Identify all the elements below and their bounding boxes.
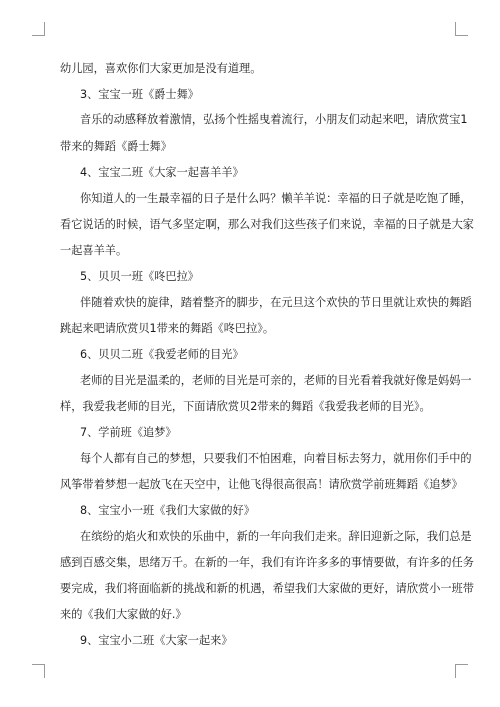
section-heading: 8、宝宝小一班《我们大家做的好》 [80,504,255,517]
paragraph-line: 伴随着欢快的旋律，踏着整齐的脚步，在元旦这个欢快的节日里就让欢快的舞蹈 [80,296,472,309]
paragraph-line: 音乐的动感释放着激情，弘扬个性摇曳着流行，小朋友们动起来吧，请欣赏宝1 [80,113,468,126]
paragraph-line: 跳起来吧请欣赏贝1带来的舞蹈《咚巴拉》。 [60,322,275,335]
section-heading: 6、贝贝二班《我爱老师的目光》 [80,348,244,361]
paragraph-line: 每个人都有自己的梦想，只要我们不怕困难，向着目标去努力，就用你们手中的 [80,452,472,465]
paragraph-line: 看它说话的时候，语气多坚定啊，那么对我们这些孩子们来说，幸福的日子就是大家 [60,218,474,231]
corner-mark-bottom-left-v [44,664,45,678]
paragraph-line: 感到百感交集，思绪万千。在新的一年，我们有许许多多的事情要做，有许多的任务 [60,556,474,569]
corner-mark-top-left-v [44,22,45,36]
section-heading: 7、学前班《追梦》 [80,426,177,439]
paragraph-line: 带来的舞蹈《爵士舞》 [60,140,172,153]
paragraph-line: 来的《我们大家做的好.》 [60,608,187,621]
paragraph-line: 样，我爱我老师的目光，下面请欣赏贝2带来的舞蹈《我爱我老师的目光》。 [60,400,431,413]
corner-mark-top-right-v [455,22,456,36]
paragraph-line: 老师的目光是温柔的，老师的目光是可亲的，老师的目光看着我就好像是妈妈一 [80,374,472,387]
section-heading: 9、宝宝小二班《大家一起来》 [80,634,233,647]
corner-mark-bottom-right-h [455,664,468,665]
paragraph-line: 要完成，我们将面临新的挑战和新的机遇，希望我们大家做的更好，请欣赏小一班带 [60,582,474,595]
paragraph-line: 风筝带着梦想一起放飞在天空中，让他飞得很高很高！请欣赏学前班舞蹈《追梦》 [60,478,463,491]
section-heading: 3、宝宝一班《爵士舞》 [80,88,199,101]
corner-mark-bottom-right-v [455,664,456,678]
section-heading: 4、宝宝二班《大家一起喜羊羊》 [80,166,244,179]
section-heading: 5、贝贝一班《咚巴拉》 [80,270,199,283]
paragraph-line: 在缤纷的焰火和欢快的乐曲中，新的一年向我们走来。辞旧迎新之际，我们总是 [80,530,472,543]
corner-mark-top-right-h [455,35,468,36]
paragraph-line: 一起喜羊羊。 [60,244,128,257]
paragraph-line: 你知道人的一生最幸福的日子是什么吗？懒羊羊说：幸福的日子就是吃饱了睡， [80,192,472,205]
paragraph-line: 幼儿园，喜欢你们大家更加是没有道理。 [60,62,262,75]
